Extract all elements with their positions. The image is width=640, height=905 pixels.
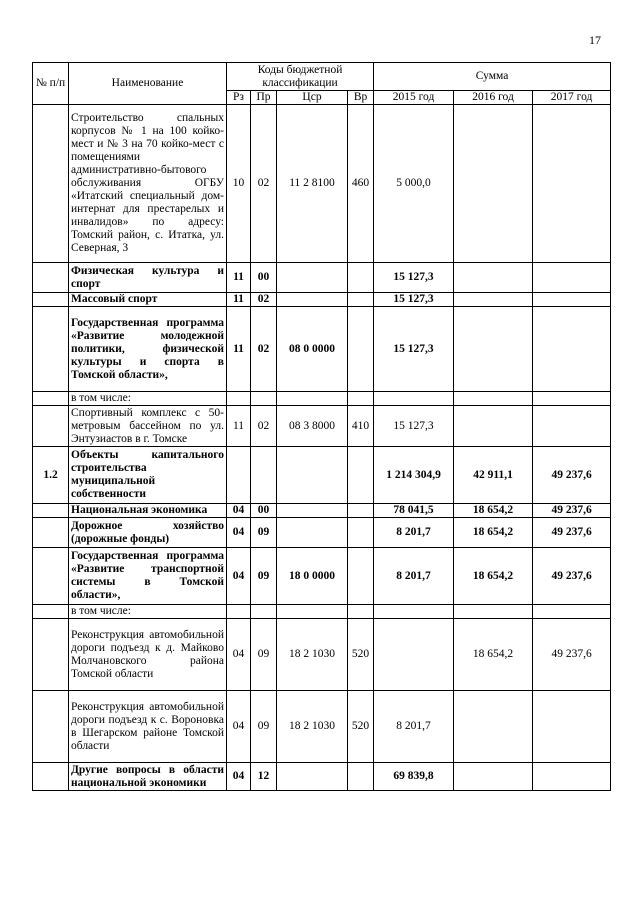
- cell-no: [33, 392, 69, 406]
- table-row: [33, 406, 611, 447]
- cell-2016: 18 654,2: [454, 504, 533, 518]
- cell-rz: [227, 447, 251, 504]
- header-no: № п/п: [33, 63, 69, 105]
- cell-2016: 18 654,2: [454, 619, 533, 691]
- cell-name: Физическая культура и спорт: [69, 263, 227, 293]
- cell-2016: 18 654,2: [454, 518, 533, 548]
- cell-csr: 11 2 8100: [277, 105, 348, 263]
- table-row: [33, 392, 611, 406]
- cell-pr: [251, 392, 277, 406]
- table-row: [33, 293, 611, 307]
- cell-2016: 18 654,2: [454, 548, 533, 605]
- cell-rz: 11: [227, 406, 251, 447]
- cell-no: [33, 691, 69, 763]
- cell-pr: 09: [251, 548, 277, 605]
- cell-no: [33, 307, 69, 392]
- cell-pr: 00: [251, 263, 277, 293]
- table-row: [33, 307, 611, 392]
- header-2016: 2016 год: [454, 91, 533, 105]
- cell-vr: [348, 518, 374, 548]
- cell-no: [33, 619, 69, 691]
- header-pr: Пр: [251, 91, 277, 105]
- cell-no: [33, 605, 69, 619]
- cell-pr: 12: [251, 763, 277, 791]
- cell-vr: 460: [348, 105, 374, 263]
- cell-csr: [277, 447, 348, 504]
- cell-pr: 02: [251, 307, 277, 392]
- cell-no: [33, 504, 69, 518]
- cell-2015: [374, 619, 454, 691]
- cell-pr: 09: [251, 619, 277, 691]
- cell-2017: [533, 605, 611, 619]
- cell-rz: 11: [227, 307, 251, 392]
- cell-no: [33, 105, 69, 263]
- header-sum: Сумма: [374, 63, 611, 91]
- cell-2016: [454, 263, 533, 293]
- cell-2017: 49 237,6: [533, 548, 611, 605]
- header-2017: 2017 год: [533, 91, 611, 105]
- cell-2017: [533, 392, 611, 406]
- cell-2017: [533, 307, 611, 392]
- cell-rz: 04: [227, 504, 251, 518]
- cell-csr: 08 0 0000: [277, 307, 348, 392]
- cell-rz: 04: [227, 548, 251, 605]
- cell-2015: 15 127,3: [374, 293, 454, 307]
- table-row: [33, 763, 611, 791]
- cell-2017: [533, 263, 611, 293]
- cell-2015: 5 000,0: [374, 105, 454, 263]
- cell-vr: 520: [348, 619, 374, 691]
- cell-2015: [374, 605, 454, 619]
- cell-2016: [454, 691, 533, 763]
- cell-pr: [251, 605, 277, 619]
- cell-2015: 15 127,3: [374, 307, 454, 392]
- cell-csr: 18 2 1030: [277, 619, 348, 691]
- header-2015: 2015 год: [374, 91, 454, 105]
- cell-vr: [348, 447, 374, 504]
- cell-vr: 410: [348, 406, 374, 447]
- cell-2015: 69 839,8: [374, 763, 454, 791]
- page-number: 17: [589, 33, 601, 47]
- cell-2017: 49 237,6: [533, 504, 611, 518]
- table-row: [33, 548, 611, 605]
- cell-2015: [374, 392, 454, 406]
- cell-vr: [348, 392, 374, 406]
- cell-2016: [454, 392, 533, 406]
- header-csr: Цср: [277, 91, 348, 105]
- cell-name: Другие вопросы в области национальной экономики: [69, 763, 227, 791]
- cell-csr: [277, 763, 348, 791]
- table-row: [33, 619, 611, 691]
- cell-no: [33, 518, 69, 548]
- cell-pr: 09: [251, 518, 277, 548]
- cell-2015: 8 201,7: [374, 518, 454, 548]
- cell-name: в том числе:: [69, 392, 227, 406]
- cell-2015: 15 127,3: [374, 263, 454, 293]
- cell-csr: [277, 518, 348, 548]
- cell-pr: 02: [251, 293, 277, 307]
- cell-vr: [348, 293, 374, 307]
- cell-2017: [533, 763, 611, 791]
- table-row: [33, 447, 611, 504]
- cell-2017: 49 237,6: [533, 447, 611, 504]
- cell-vr: 520: [348, 691, 374, 763]
- cell-pr: 02: [251, 406, 277, 447]
- table-row: [33, 504, 611, 518]
- cell-2017: [533, 406, 611, 447]
- cell-pr: 00: [251, 504, 277, 518]
- cell-no: [33, 763, 69, 791]
- cell-2016: [454, 763, 533, 791]
- cell-name: Государственная программа «Развитие молодежной политики, физической культуры и спорта в Томской области»,: [69, 307, 227, 392]
- cell-pr: 02: [251, 105, 277, 263]
- cell-2015: 8 201,7: [374, 691, 454, 763]
- table-row: [33, 263, 611, 293]
- cell-2016: [454, 105, 533, 263]
- cell-name: Реконструкция автомобильной дороги подъезд к д. Майково Молчановского района Томской области: [69, 619, 227, 691]
- cell-rz: [227, 605, 251, 619]
- cell-2016: [454, 605, 533, 619]
- budget-table: [32, 62, 611, 791]
- cell-2017: [533, 293, 611, 307]
- table-row: [33, 691, 611, 763]
- cell-name: в том числе:: [69, 605, 227, 619]
- cell-rz: 04: [227, 619, 251, 691]
- cell-2016: [454, 293, 533, 307]
- cell-2017: 49 237,6: [533, 518, 611, 548]
- cell-rz: 04: [227, 691, 251, 763]
- cell-2017: 49 237,6: [533, 619, 611, 691]
- cell-rz: 11: [227, 263, 251, 293]
- cell-csr: [277, 605, 348, 619]
- cell-vr: [348, 263, 374, 293]
- cell-2015: 15 127,3: [374, 406, 454, 447]
- cell-vr: [348, 307, 374, 392]
- table-row: [33, 518, 611, 548]
- cell-vr: [348, 548, 374, 605]
- cell-2015: 78 041,5: [374, 504, 454, 518]
- cell-2016: 42 911,1: [454, 447, 533, 504]
- header-name: Наименование: [69, 63, 227, 105]
- cell-csr: [277, 392, 348, 406]
- cell-rz: 04: [227, 763, 251, 791]
- cell-name: Массовый спорт: [69, 293, 227, 307]
- cell-csr: [277, 293, 348, 307]
- cell-2016: [454, 406, 533, 447]
- cell-2015: 8 201,7: [374, 548, 454, 605]
- cell-vr: [348, 504, 374, 518]
- cell-rz: 04: [227, 518, 251, 548]
- table-row: [33, 105, 611, 263]
- cell-no: [33, 293, 69, 307]
- cell-no: [33, 406, 69, 447]
- cell-no: [33, 548, 69, 605]
- header-codes: Коды бюджетной классификации: [227, 63, 374, 91]
- cell-csr: [277, 504, 348, 518]
- cell-vr: [348, 605, 374, 619]
- cell-2016: [454, 307, 533, 392]
- cell-rz: [227, 392, 251, 406]
- cell-pr: [251, 447, 277, 504]
- cell-rz: 11: [227, 293, 251, 307]
- cell-csr: 08 3 8000: [277, 406, 348, 447]
- cell-name: Дорожное хозяйство (дорожные фонды): [69, 518, 227, 548]
- cell-2017: [533, 105, 611, 263]
- header-vr: Вр: [348, 91, 374, 105]
- cell-csr: 18 0 0000: [277, 548, 348, 605]
- cell-name: Спортивный комплекс с 50-метровым бассейном по ул. Энтузиастов в г. Томске: [69, 406, 227, 447]
- cell-no: 1.2: [33, 447, 69, 504]
- cell-csr: 18 2 1030: [277, 691, 348, 763]
- cell-csr: [277, 263, 348, 293]
- table-row: [33, 605, 611, 619]
- cell-name: Государственная программа «Развитие транспортной системы в Томской области»,: [69, 548, 227, 605]
- cell-2017: [533, 691, 611, 763]
- cell-vr: [348, 763, 374, 791]
- cell-2015: 1 214 304,9: [374, 447, 454, 504]
- cell-no: [33, 263, 69, 293]
- cell-name: Реконструкция автомобильной дороги подъезд к с. Вороновка в Шегарском районе Томской области: [69, 691, 227, 763]
- cell-pr: 09: [251, 691, 277, 763]
- cell-name: Объекты капитального строительства муниципальной собственности: [69, 447, 227, 504]
- cell-rz: 10: [227, 105, 251, 263]
- cell-name: Национальная экономика: [69, 504, 227, 518]
- header-rz: Рз: [227, 91, 251, 105]
- cell-name: Строительство спальных корпусов № 1 на 100 койко-мест и № 3 на 70 койко-мест с помещениями административно-бытового обслуживания ОГБУ «Итатский специальный дом-интернат для престарелых и инвалидов» по адресу: Томский район, с. Итатка, ул. Северная, 3: [69, 105, 227, 263]
